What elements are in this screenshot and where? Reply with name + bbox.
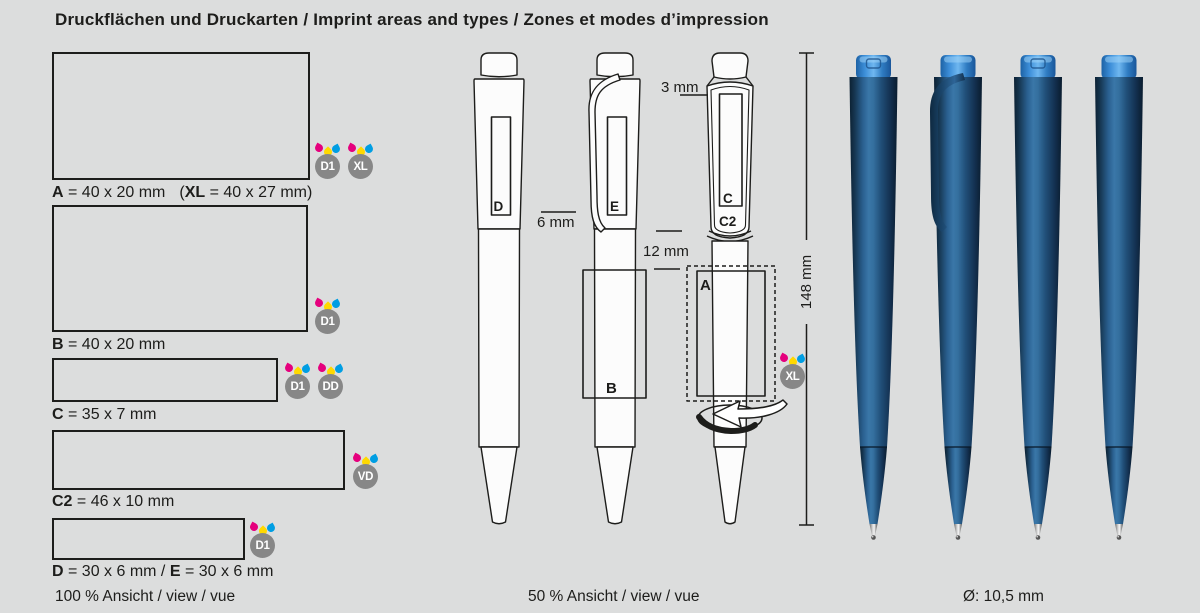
diameter-note: Ø: 10,5 mm	[963, 588, 1044, 605]
pen-outline-side-view	[583, 53, 646, 524]
zone-label-c2: C2	[719, 214, 737, 229]
product-photo-pens	[830, 40, 1170, 560]
imprint-area-caption-c2: C2 = 46 x 10 mm	[52, 493, 175, 510]
zone-label-a: A	[700, 277, 711, 294]
imprint-area-caption-a: A = 40 x 20 mm (XL = 40 x 27 mm)	[52, 184, 313, 201]
dim-3mm: 3 mm	[661, 79, 699, 96]
print-type-badge-xl: XL	[347, 142, 374, 180]
print-type-badge-xl: XL	[779, 352, 806, 390]
scale-note-left: 100 % Ansicht / view / vue	[55, 588, 236, 605]
technical-drawing	[440, 40, 830, 595]
print-type-badge-dd: DD	[317, 362, 344, 400]
pen-outline-front-view	[474, 53, 524, 524]
imprint-area-caption-b: B = 40 x 20 mm	[52, 336, 166, 353]
print-type-badge-d1: D1	[249, 521, 276, 559]
print-type-badge-vd: VD	[352, 452, 379, 490]
dim-6mm: 6 mm	[537, 214, 575, 231]
imprint-area-rect-b	[52, 205, 308, 332]
zone-label-e: E	[610, 199, 620, 214]
zone-label-c: C	[723, 191, 733, 206]
scale-note-center: 50 % Ansicht / view / vue	[528, 588, 700, 605]
print-type-badge-d1: D1	[314, 297, 341, 335]
imprint-area-caption-de: D = 30 x 6 mm / E = 30 x 6 mm	[52, 563, 274, 580]
imprint-area-rect-c	[52, 358, 278, 402]
pen-photo-side-clip-left	[930, 55, 982, 540]
pen-photo-front	[850, 55, 898, 540]
imprint-area-rect-de	[52, 518, 245, 560]
dimension-lines	[541, 53, 814, 525]
print-type-badge-d1: D1	[314, 142, 341, 180]
zone-label-b: B	[606, 380, 617, 397]
pen-photo-back	[1014, 55, 1062, 540]
zone-label-d: D	[493, 199, 504, 214]
imprint-area-rect-c2	[52, 430, 345, 490]
imprint-area-caption-c: C = 35 x 7 mm	[52, 406, 157, 423]
print-type-badge-d1: D1	[284, 362, 311, 400]
dim-12mm: 12 mm	[643, 243, 689, 260]
imprint-area-rect-a	[52, 52, 310, 180]
page-title: Druckflächen und Druckarten / Imprint areas and types / Zones et modes d’impression	[55, 10, 769, 29]
pen-photo-side-clip-right	[1095, 55, 1170, 540]
dim-148mm: 148 mm	[798, 254, 815, 310]
